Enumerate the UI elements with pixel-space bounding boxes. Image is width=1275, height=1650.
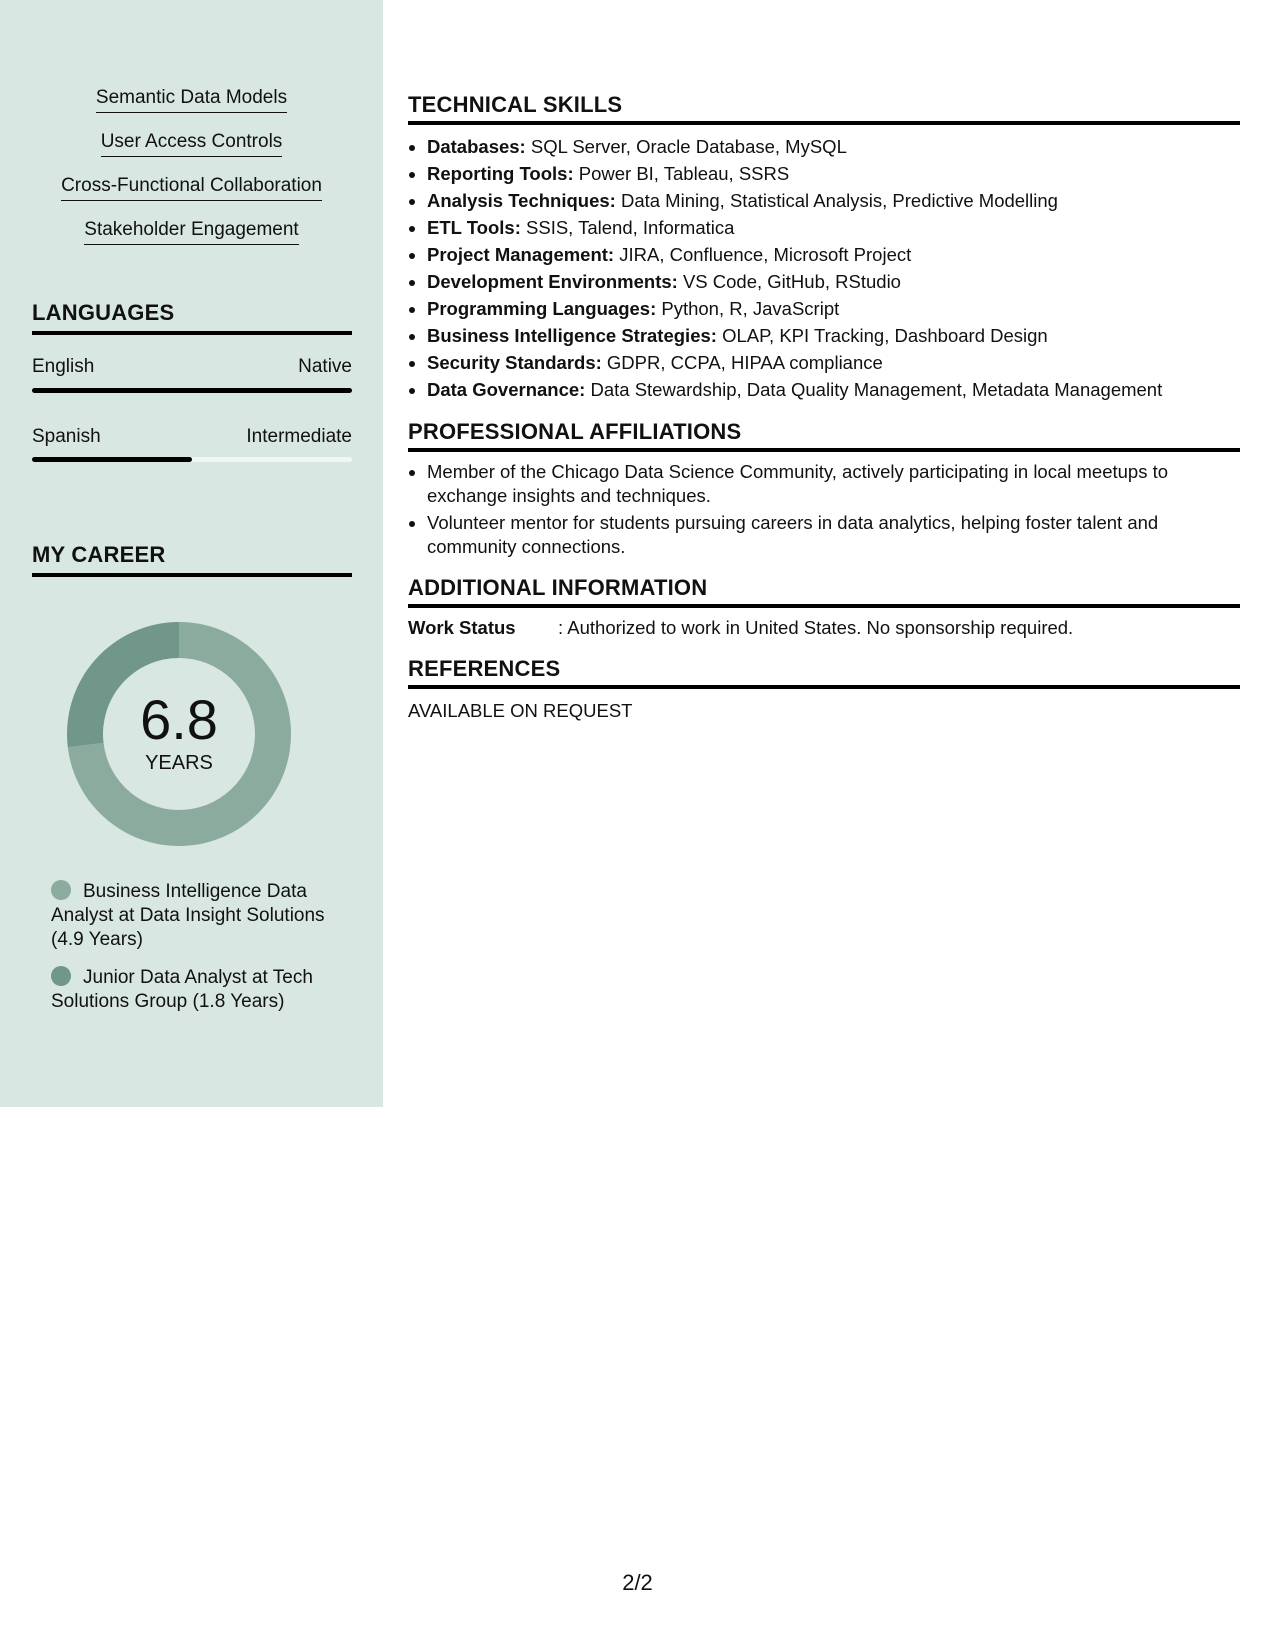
career-item-text: Business Intelligence Data Analyst at Data Insight Solutions (4.9 Years) [51,881,325,950]
career-years-unit: YEARS [145,752,213,774]
career-heading: MY CAREER [32,542,352,577]
references-text: AVAILABLE ON REQUEST [408,700,633,721]
language-row [32,426,352,448]
skill-label: Business Intelligence Strategies: [427,325,717,346]
affiliations-list [408,460,1240,559]
sidebar [0,0,383,1107]
skill-item [427,349,1240,376]
skill-label: Development Environments: [427,271,678,292]
skill-item [427,376,1240,403]
skill-label: Databases: [427,136,526,157]
skill-value: OLAP, KPI Tracking, Dashboard Design [722,325,1048,346]
skill-tag: Stakeholder Engagement [84,218,298,245]
skill-item [427,214,1240,241]
skill-label: Project Management: [427,244,615,265]
career-item-text: Junior Data Analyst at Tech Solutions Group (1.8 Years) [51,967,313,1012]
skill-value: Data Stewardship, Data Quality Management, Metadata Management [590,379,1163,400]
page-number: 2/2 [622,1570,653,1595]
skill-tags [0,86,383,262]
skill-value: GDPR, CCPA, HIPAA compliance [606,352,883,373]
skill-label: Data Governance: [427,379,586,400]
skill-item [427,187,1240,214]
additional-info-heading: ADDITIONAL INFORMATION [408,575,1240,608]
work-status-label: Work Status [408,617,516,638]
career-total-years: 6.8 [140,688,218,751]
skill-label: Programming Languages: [427,298,657,319]
career-item [51,880,341,952]
language-proficiency-bar [32,457,352,462]
affiliation-item: • Member of the Chicago Data Science Community, actively participating in local meetups to exchange insights and techniques. [427,460,1240,508]
career-donut-center [67,622,291,846]
language-level: Intermediate [246,426,352,447]
skill-label: Reporting Tools: [427,163,574,184]
skill-value: Data Mining, Statistical Analysis, Predictive Modelling [620,190,1058,211]
affiliations-heading: PROFESSIONAL AFFILIATIONS [408,419,1240,452]
legend-dot [51,880,71,900]
skill-value: Python, R, JavaScript [661,298,840,319]
legend-dot [51,966,71,986]
skill-item [427,295,1240,322]
career-legend [51,880,341,1028]
skill-tag: Cross-Functional Collaboration [61,174,322,201]
language-proficiency-fill [32,457,192,462]
language-name: Spanish [32,426,101,447]
skill-item [427,160,1240,187]
work-status-value: : Authorized to work in United States. No sponsorship required. [558,617,1074,638]
skill-item [427,133,1240,160]
skill-label: Security Standards: [427,352,602,373]
skill-value: SSIS, Talend, Informatica [526,217,735,238]
skill-item [427,322,1240,349]
work-status-row [408,616,1240,640]
skill-label: ETL Tools: [427,217,521,238]
language-level: Native [298,356,352,377]
languages-heading: LANGUAGES [32,300,352,335]
skill-value: Power BI, Tableau, SSRS [578,163,790,184]
career-item [51,966,341,1014]
language-proficiency-bar [32,388,352,393]
skill-item [427,241,1240,268]
skill-label: Analysis Techniques: [427,190,616,211]
technical-skills-heading: TECHNICAL SKILLS [408,92,1240,125]
skill-item [427,268,1240,295]
affiliation-item: • Volunteer mentor for students pursuing careers in data analytics, helping foster talent and community connections. [427,511,1240,559]
skill-tag: User Access Controls [101,130,283,157]
references-heading: REFERENCES [408,656,1240,689]
skill-value: VS Code, GitHub, RStudio [682,271,901,292]
skill-tag: Semantic Data Models [96,86,287,113]
language-row [32,356,352,378]
technical-skills-list [408,133,1240,403]
skill-value: SQL Server, Oracle Database, MySQL [530,136,847,157]
main-content [408,92,1240,723]
language-proficiency-fill [32,388,352,393]
language-name: English [32,356,95,377]
skill-value: JIRA, Confluence, Microsoft Project [619,244,912,265]
